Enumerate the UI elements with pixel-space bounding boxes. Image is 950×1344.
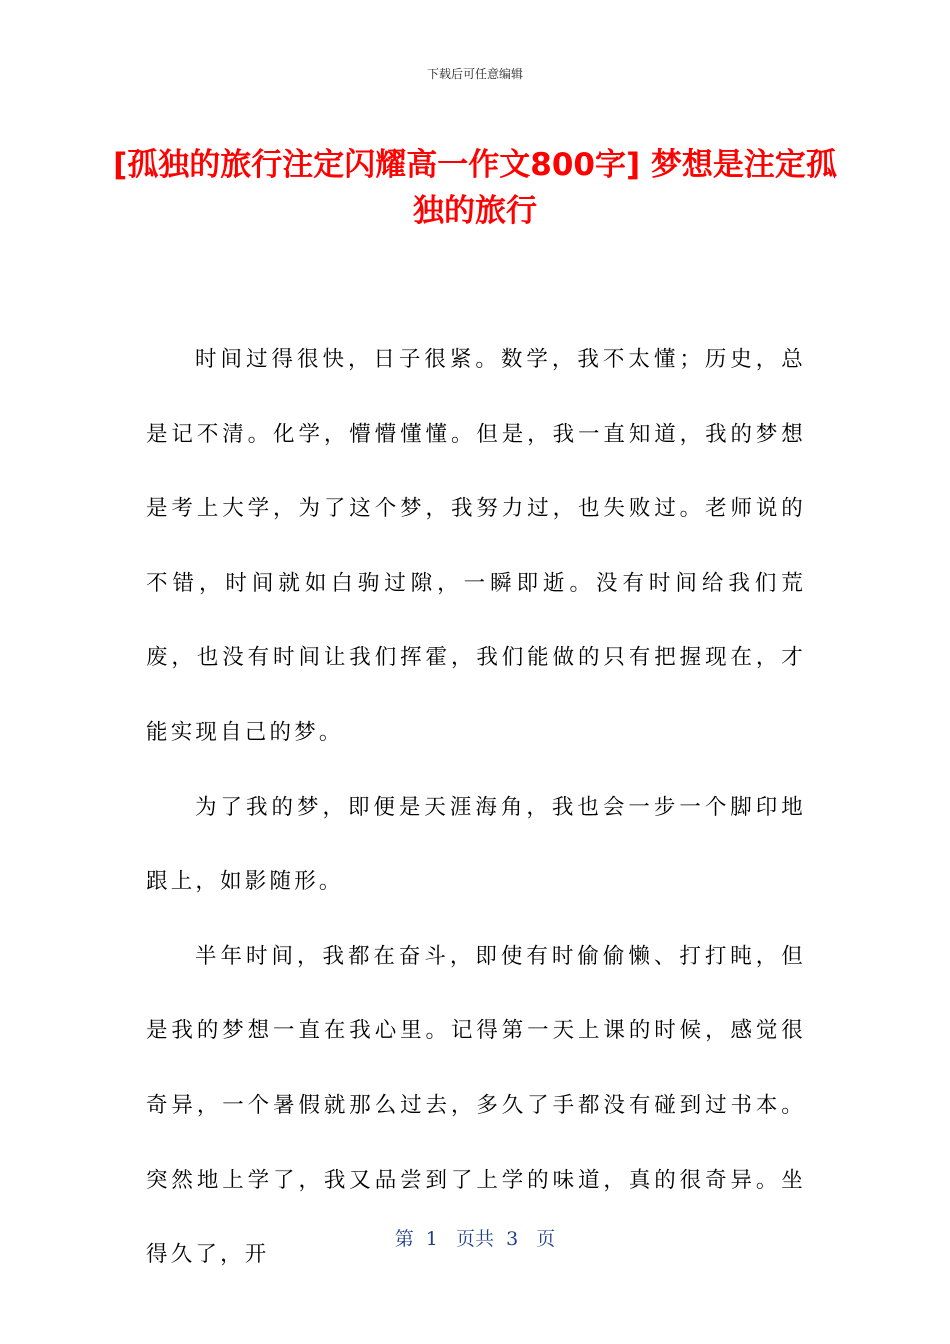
header-note: 下载后可任意编辑 bbox=[426, 67, 523, 81]
paragraph-2: 为了我的梦，即便是天涯海角，我也会一步一个脚印地跟上，如影随形。 bbox=[146, 794, 806, 895]
document-body bbox=[146, 323, 806, 1293]
document-title: [孤独的旅行注定闪耀高一作文800字] 梦想是注定孤独的旅行 bbox=[113, 147, 837, 229]
paragraph-3: 半年时间，我都在奋斗，即使有时偷偷懒、打打盹，但是我的梦想一直在我心里。记得第一天上课的时候，感觉很奇异，一个暑假就那么过去，多久了手都没有碰到过书本。突然地上学了，我又品尝到了上学的味道，真的很奇异。坐得久了，开 bbox=[146, 943, 806, 1268]
page-number-footer: 第 1 页共 3 页 bbox=[394, 1228, 556, 1250]
paragraph-1: 时间过得很快，日子很紧。数学，我不太懂；历史，总是记不清。化学，懵懵懂懂。但是，我一直知道，我的梦想是考上大学，为了这个梦，我努力过，也失败过。老师说的不错，时间就如白驹过隙，一瞬即逝。没有时间给我们荒废，也没有时间让我们挥霍，我们能做的只有把握现在，才能实现自己的梦。 bbox=[146, 347, 806, 745]
